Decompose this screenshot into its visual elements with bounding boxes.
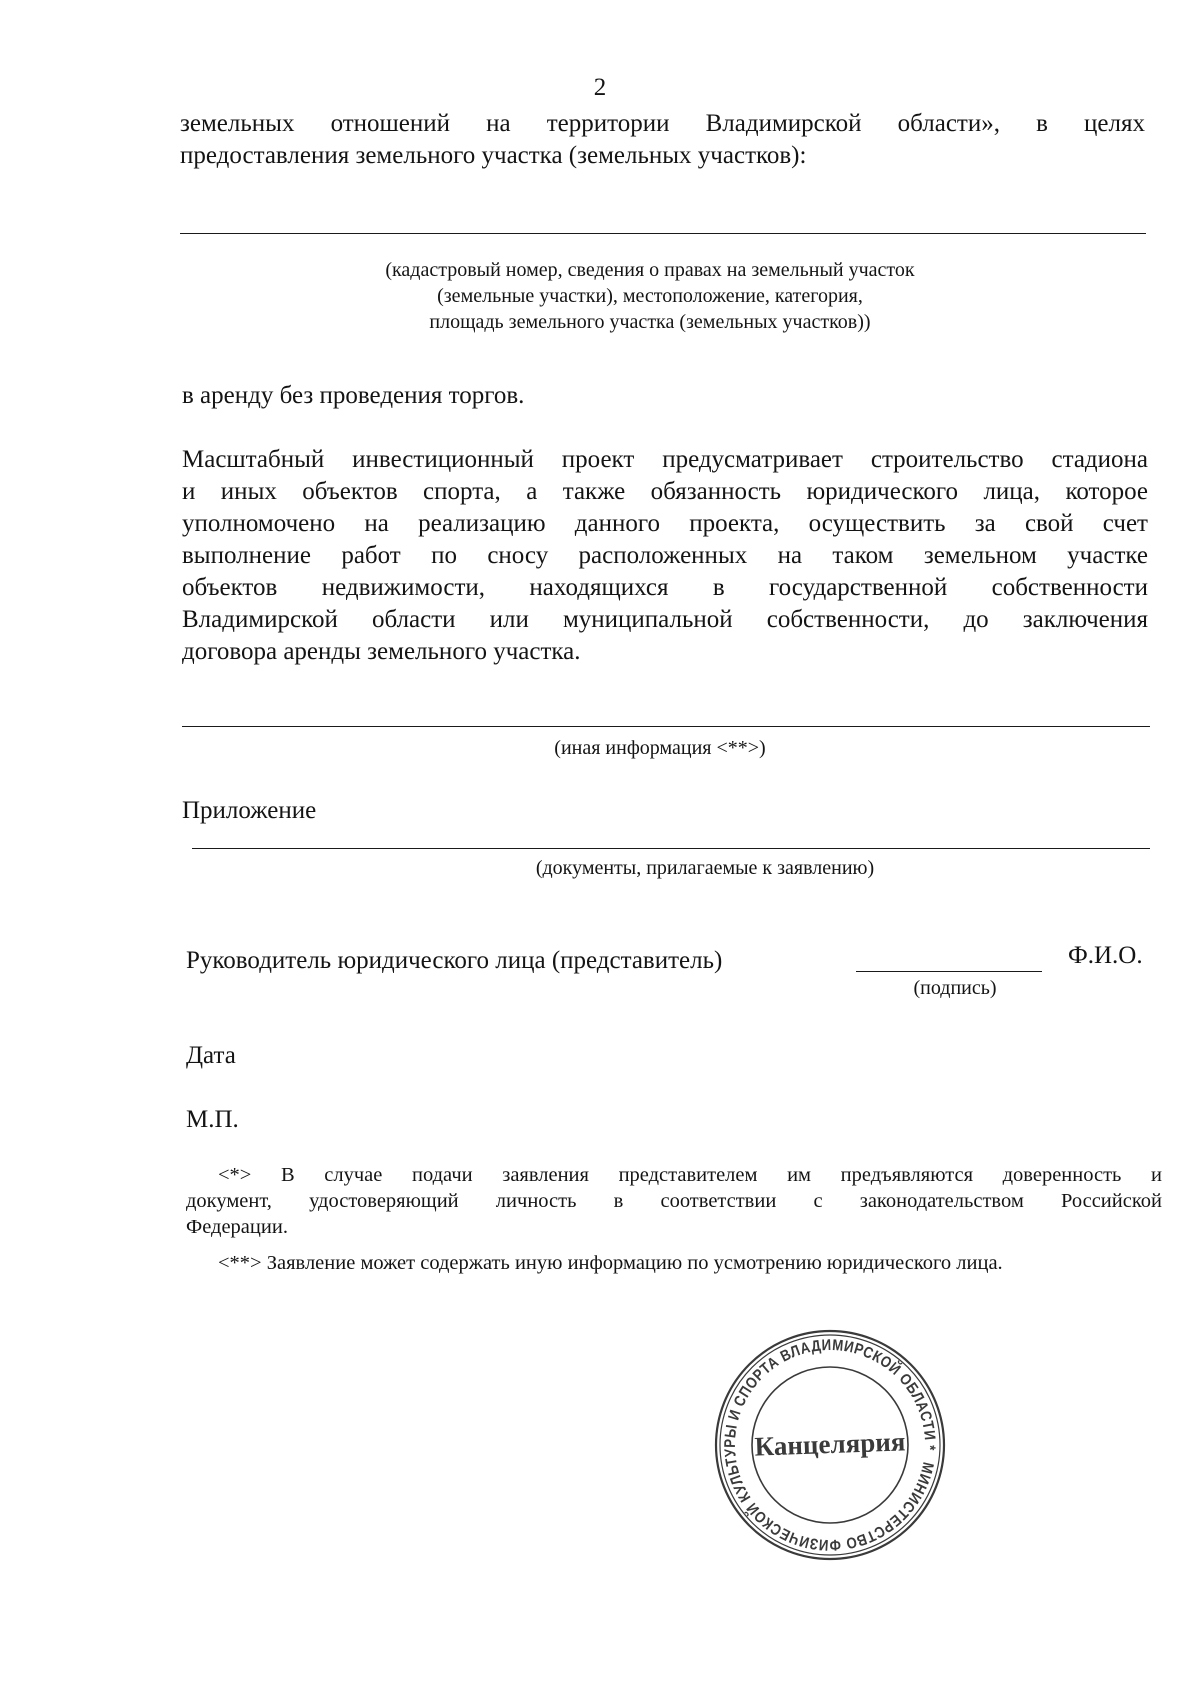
stamp-center-text: Канцелярия [754, 1426, 906, 1462]
project-line-1: Масштабный инвестиционный проект предусматривает строительство стадиона [182, 446, 1148, 473]
land-plot-blank-line [180, 233, 1146, 234]
stamp-ring-text: МИНИСТЕРСТВО ФИЗИЧЕСКОЙ КУЛЬТУРЫ И СПОРТА ВЛАДИМИРСКОЙ ОБЛАСТИ * [721, 1336, 939, 1554]
project-line-7: договора аренды земельного участка. [182, 638, 581, 665]
signature-blank-line [856, 971, 1042, 972]
signature-caption: (подпись) [913, 977, 997, 999]
intro-line-1: земельных отношений на территории Владимирской области», в целях [180, 110, 1145, 137]
footnote-1-line-3: Федерации. [186, 1216, 288, 1238]
signatory-fio: Ф.И.О. [1068, 942, 1143, 969]
project-line-3: уполномочено на реализацию данного проекта, осуществить за свой счет [182, 510, 1148, 537]
rent-line: в аренду без проведения торгов. [182, 382, 525, 409]
land-caption-line-2: (земельные участки), местоположение, категория, [437, 285, 863, 307]
footnote-2: <**> Заявление может содержать иную информацию по усмотрению юридического лица. [218, 1252, 1003, 1274]
footnote-1-line-1: <*> В случае подачи заявления представителем им предъявляются доверенность и [218, 1164, 1162, 1186]
intro-paragraph [180, 108, 1145, 172]
attachment-label: Приложение [182, 797, 317, 824]
attachments-caption: (документы, прилагаемые к заявлению) [535, 857, 875, 879]
signatory-role: Руководитель юридического лица (представитель) [186, 947, 723, 974]
land-plot-caption [300, 257, 1000, 335]
land-caption-line-3: площадь земельного участка (земельных участков)) [429, 311, 871, 333]
other-info-blank-line [182, 726, 1150, 727]
project-line-2: и иных объектов спорта, а также обязанность юридического лица, которое [182, 478, 1148, 505]
seal-place-label: М.П. [186, 1106, 239, 1133]
project-line-5: объектов недвижимости, находящихся в государственной собственности [182, 574, 1148, 601]
land-caption-line-1: (кадастровый номер, сведения о правах на земельный участок [385, 259, 915, 281]
intro-line-2: предоставления земельного участка (земельных участков): [180, 142, 807, 169]
office-stamp [710, 1325, 950, 1565]
attachments-blank-line [192, 848, 1150, 849]
page-number: 2 [593, 74, 607, 101]
footnote-1 [186, 1162, 1162, 1240]
date-label: Дата [186, 1042, 236, 1069]
footnote-1-line-2: документ, удостоверяющий личность в соответствии с законодательством Российской [186, 1190, 1162, 1212]
project-paragraph [182, 444, 1148, 668]
project-line-4: выполнение работ по сносу расположенных на таком земельном участке [182, 542, 1148, 569]
other-info-caption: (иная информация <**>) [554, 737, 766, 759]
project-line-6: Владимирской области или муниципальной собственности, до заключения [182, 606, 1148, 633]
